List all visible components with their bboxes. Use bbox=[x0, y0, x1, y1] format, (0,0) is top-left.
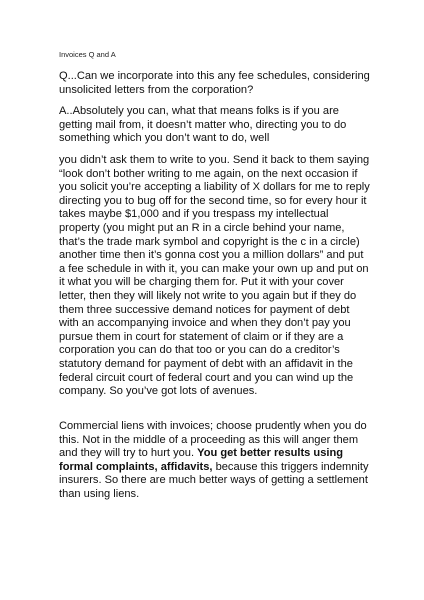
answer-intro-line: A..Absolutely you can, what that means folks is if you are bbox=[59, 105, 339, 117]
liens-line bbox=[59, 447, 381, 461]
answer-body-line: it what you will be charging them for. Put it with your cover bbox=[59, 276, 344, 289]
answer-body-line: letter, then they will likely not write to you again but if they do bbox=[59, 289, 357, 302]
answer-body-line: federal circuit court of federal court and you can wind up the bbox=[59, 371, 354, 384]
liens-emphasis: formal complaints, affidavits, bbox=[59, 460, 213, 473]
answer-body-line: that’s the trade mark symbol and copyright is the c in a circle) bbox=[59, 235, 360, 248]
liens-line: insurers. So there are much better ways of getting a settlement bbox=[59, 474, 368, 487]
liens-line: than using liens. bbox=[59, 487, 140, 500]
answer-body-line: statutory demand for payment of debt with an affidavit in the bbox=[59, 357, 353, 370]
liens-line bbox=[59, 461, 381, 475]
answer-body-line: corporation you can do that too or you can do a creditor’s bbox=[59, 344, 340, 357]
liens-text: because this triggers indemnity bbox=[212, 460, 369, 473]
answer-body-line: pursue them in court for statement of claim or if they are a bbox=[59, 330, 344, 343]
answer-body-line: a fee schedule in with it, you can make your own up and put on bbox=[59, 262, 369, 275]
answer-intro-paragraph bbox=[59, 105, 381, 146]
question-line: unsolicited letters from the corporation? bbox=[59, 83, 254, 96]
document-header: Invoices Q and A bbox=[59, 50, 116, 59]
question-line: Q...Can we incorporate into this any fee schedules, considering bbox=[59, 70, 370, 82]
answer-body-line: them three successive demand notices for payment of debt bbox=[59, 303, 350, 316]
answer-intro-line: something which you don’t want to do, well bbox=[59, 132, 270, 145]
answer-body-line: directing you to bug off for the second time, so for every hour it bbox=[59, 194, 367, 207]
answer-body-line: property (you might put an R in a circle behind your name, bbox=[59, 221, 345, 234]
question-paragraph bbox=[59, 70, 381, 97]
answer-body-line: you solicit you’re accepting a liability of X dollars for me to reply bbox=[59, 181, 370, 194]
answer-body-line: “look don’t bother writing to me again, on the next occasion if bbox=[59, 167, 358, 180]
liens-emphasis: You get better results using bbox=[197, 447, 344, 460]
liens-line: this. Not in the middle of a proceeding as this will anger them bbox=[59, 433, 359, 446]
answer-body-paragraph bbox=[59, 154, 381, 399]
answer-body-line: with an accompanying invoice and when they don’t pay you bbox=[59, 317, 351, 330]
answer-body-line: you didn’t ask them to write to you. Send it back to them saying bbox=[59, 154, 370, 166]
answer-intro-line: getting mail from, it doesn’t matter who, directing you to do bbox=[59, 118, 347, 131]
answer-body-line: company. So you’ve got lots of avenues. bbox=[59, 385, 258, 398]
liens-text: and they will try to hurt you. bbox=[59, 447, 198, 460]
answer-body-line: takes maybe $1,000 and if you trespass my intellectual bbox=[59, 208, 329, 221]
liens-line: Commercial liens with invoices; choose prudently when you do bbox=[59, 420, 367, 432]
answer-body-line: another time then it’s gonna cost you a million dollars” and put bbox=[59, 249, 364, 262]
liens-paragraph bbox=[59, 420, 381, 502]
